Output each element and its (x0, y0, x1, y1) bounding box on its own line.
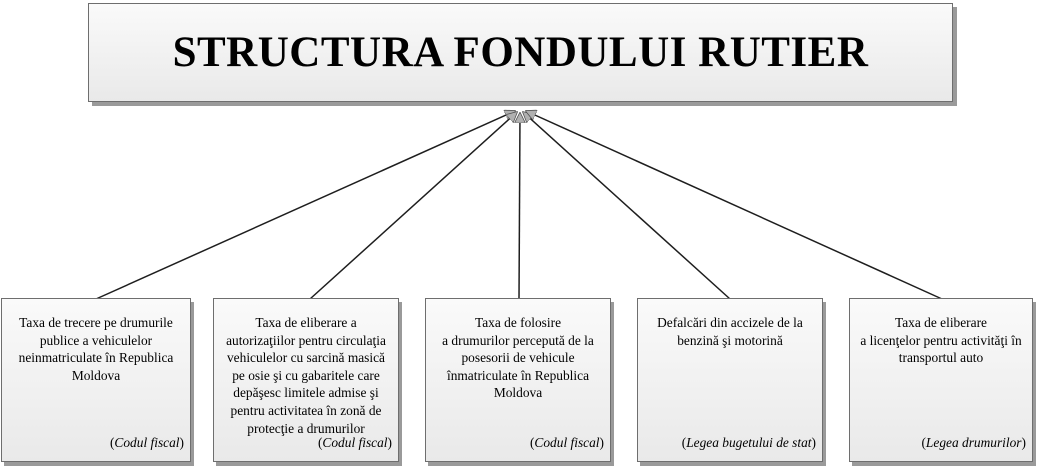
arrow-4 (523, 112, 730, 299)
source-box-3 (425, 298, 611, 462)
source-description-3: Taxa de folosire a drumurilor percepută de la posesorii de vehicule înmatriculate în Republica Moldova (442, 315, 594, 401)
source-reference-2: (Codul fiscal) (317, 435, 392, 450)
source-box-5 (849, 298, 1033, 462)
title-box (88, 3, 953, 102)
source-box-1 (1, 298, 191, 462)
source-reference-3: (Codul fiscal) (529, 435, 604, 450)
source-box-2 (213, 298, 399, 462)
source-reference-4: (Legea bugetului de stat) (681, 435, 816, 450)
source-box-4 (637, 298, 823, 462)
source-reference-5: (Legea drumurilor) (921, 435, 1026, 450)
diagram-title: STRUCTURA FONDULUI RUTIER (172, 29, 869, 76)
source-description-5: Taxa de eliberare a licenţelor pentru activităţi în transportul auto (860, 315, 1022, 366)
source-description-1: Taxa de trecere pe drumurile publice a vehiculelor neinmatriculate în Republica Moldova (18, 315, 174, 383)
arrow-2 (310, 112, 517, 299)
arrow-5 (526, 111, 942, 299)
source-description-2: Taxa de eliberare a autorizaţiilor pentru circulaţia vehiculelor cu sarcină masică pe osie şi cu gabaritele care depăşesc limitele admise şi pentru activitatea în zonă de protecţie a drumurilor (226, 315, 386, 436)
source-description-4: Defalcări din accizele de la benzină şi motorină (657, 315, 803, 348)
source-reference-1: (Codul fiscal) (109, 435, 184, 450)
arrow-3 (519, 113, 520, 299)
arrow-1 (96, 111, 515, 299)
